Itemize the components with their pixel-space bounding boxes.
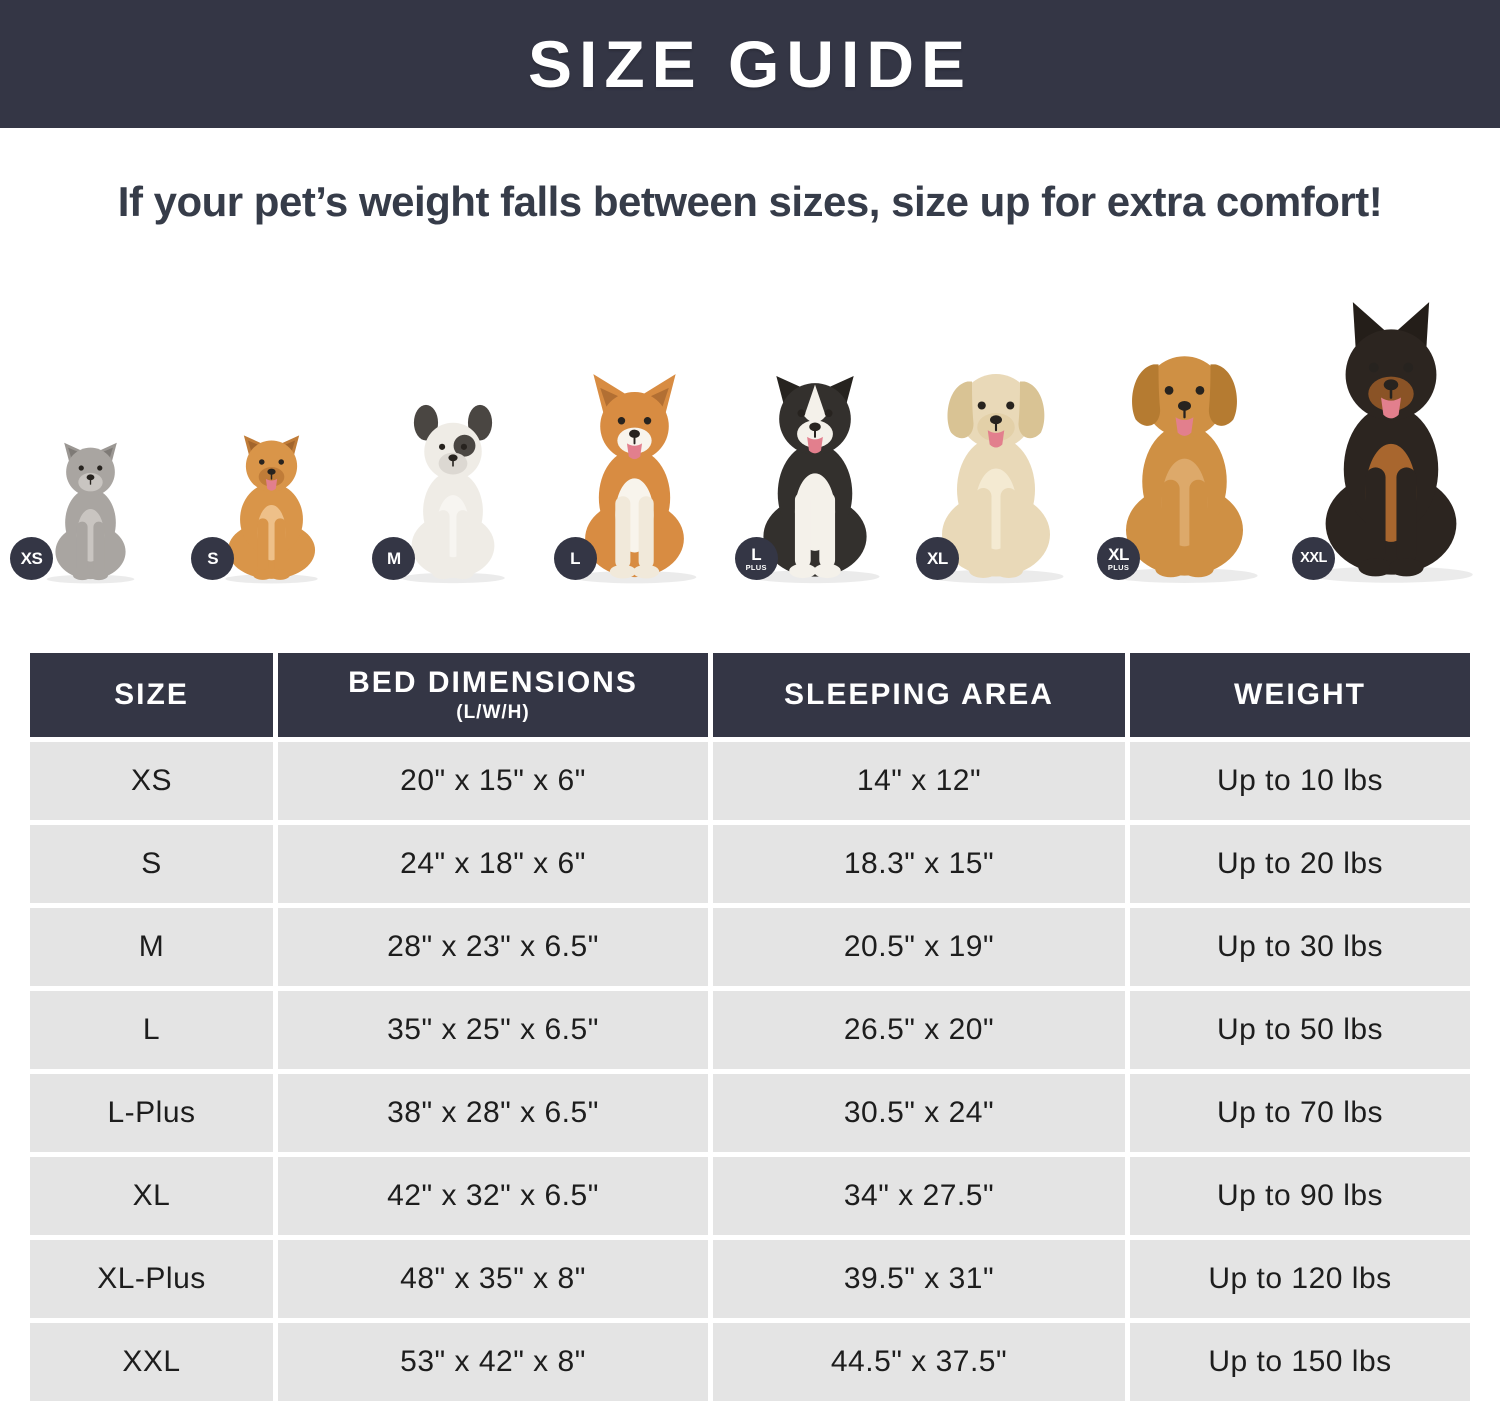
column-header-label: SIZE — [114, 678, 189, 711]
size-badge-label: XL — [1108, 544, 1129, 564]
size-badge-cat — [10, 537, 53, 580]
cell-bed-dimensions-m: 28" x 23" x 6.5" — [278, 908, 708, 986]
pet-cell-french-bulldog — [362, 284, 543, 596]
size-badge-golden-retriever — [1097, 537, 1140, 580]
column-header-sub-label: (L/W/H) — [456, 702, 530, 723]
size-badge-label: L — [570, 549, 580, 568]
column-header-sleeping-area — [713, 653, 1125, 737]
cell-sleeping-area-xl-plus: 39.5" x 31" — [713, 1240, 1125, 1318]
size-badge-label: XXL — [1300, 550, 1327, 567]
size-badge-border-collie — [735, 537, 778, 580]
cell-weight-xxl: Up to 150 lbs — [1130, 1323, 1470, 1401]
cell-sleeping-area-s: 18.3" x 15" — [713, 825, 1125, 903]
size-badge-pomeranian — [191, 537, 234, 580]
pet-cell-cat — [0, 284, 181, 596]
column-header-label: BED DIMENSIONS — [348, 666, 638, 699]
column-header-label: WEIGHT — [1234, 678, 1366, 711]
title-bar — [0, 0, 1500, 128]
column-header-size — [30, 653, 273, 737]
size-table — [30, 653, 1470, 1401]
cell-bed-dimensions-xxl: 53" x 42" x 8" — [278, 1323, 708, 1401]
cell-weight-xl: Up to 90 lbs — [1130, 1157, 1470, 1235]
size-badge-sub-label: PLUS — [745, 563, 767, 572]
subtitle-text: If your pet’s weight falls between sizes, size up for extra comfort! — [117, 178, 1383, 225]
cell-bed-dimensions-l-plus: 38" x 28" x 6.5" — [278, 1074, 708, 1152]
column-header-weight — [1130, 653, 1470, 737]
cell-weight-s: Up to 20 lbs — [1130, 825, 1470, 903]
cell-bed-dimensions-s: 24" x 18" x 6" — [278, 825, 708, 903]
size-badge-sub-label: PLUS — [1107, 563, 1130, 572]
cell-weight-l: Up to 50 lbs — [1130, 991, 1470, 1069]
size-badge-shiba-inu — [554, 537, 597, 580]
cell-size-s: S — [30, 825, 273, 903]
column-header-bed-dimensions — [278, 653, 708, 737]
pet-cell-shiba-inu — [544, 284, 725, 596]
cell-size-xxl: XXL — [30, 1323, 273, 1401]
cell-bed-dimensions-xl-plus: 48" x 35" x 8" — [278, 1240, 708, 1318]
cell-bed-dimensions-l: 35" x 25" x 6.5" — [278, 991, 708, 1069]
cell-weight-xl-plus: Up to 120 lbs — [1130, 1240, 1470, 1318]
cell-size-l-plus: L-Plus — [30, 1074, 273, 1152]
cell-weight-l-plus: Up to 70 lbs — [1130, 1074, 1470, 1152]
pets-row — [0, 284, 1500, 596]
cell-sleeping-area-l-plus: 30.5" x 24" — [713, 1074, 1125, 1152]
size-badge-label: L — [751, 544, 762, 564]
column-header-label: SLEEPING AREA — [784, 678, 1054, 711]
size-badge-label: M — [387, 549, 401, 568]
cell-size-xl: XL — [30, 1157, 273, 1235]
cell-size-m: M — [30, 908, 273, 986]
size-badge-label: XS — [20, 549, 43, 568]
cell-size-xl-plus: XL-Plus — [30, 1240, 273, 1318]
cell-weight-xs: Up to 10 lbs — [1130, 742, 1470, 820]
page-title: SIZE GUIDE — [527, 27, 973, 101]
cell-size-l: L — [30, 991, 273, 1069]
size-badge-doberman — [1292, 537, 1335, 580]
cell-sleeping-area-xl: 34" x 27.5" — [713, 1157, 1125, 1235]
cell-bed-dimensions-xl: 42" x 32" x 6.5" — [278, 1157, 708, 1235]
cell-weight-m: Up to 30 lbs — [1130, 908, 1470, 986]
size-badge-label: XL — [926, 549, 948, 568]
cell-sleeping-area-xs: 14" x 12" — [713, 742, 1125, 820]
pet-cell-doberman — [1282, 284, 1500, 596]
pet-cell-golden-retriever — [1087, 284, 1282, 596]
cell-bed-dimensions-xs: 20" x 15" x 6" — [278, 742, 708, 820]
pet-cell-border-collie — [725, 284, 906, 596]
size-badge-labrador — [916, 537, 959, 580]
cell-sleeping-area-m: 20.5" x 19" — [713, 908, 1125, 986]
cell-sleeping-area-l: 26.5" x 20" — [713, 991, 1125, 1069]
cell-size-xs: XS — [30, 742, 273, 820]
pet-cell-pomeranian — [181, 284, 362, 596]
cell-sleeping-area-xxl: 44.5" x 37.5" — [713, 1323, 1125, 1401]
pet-cell-labrador — [906, 284, 1087, 596]
size-badge-label: S — [207, 549, 219, 568]
